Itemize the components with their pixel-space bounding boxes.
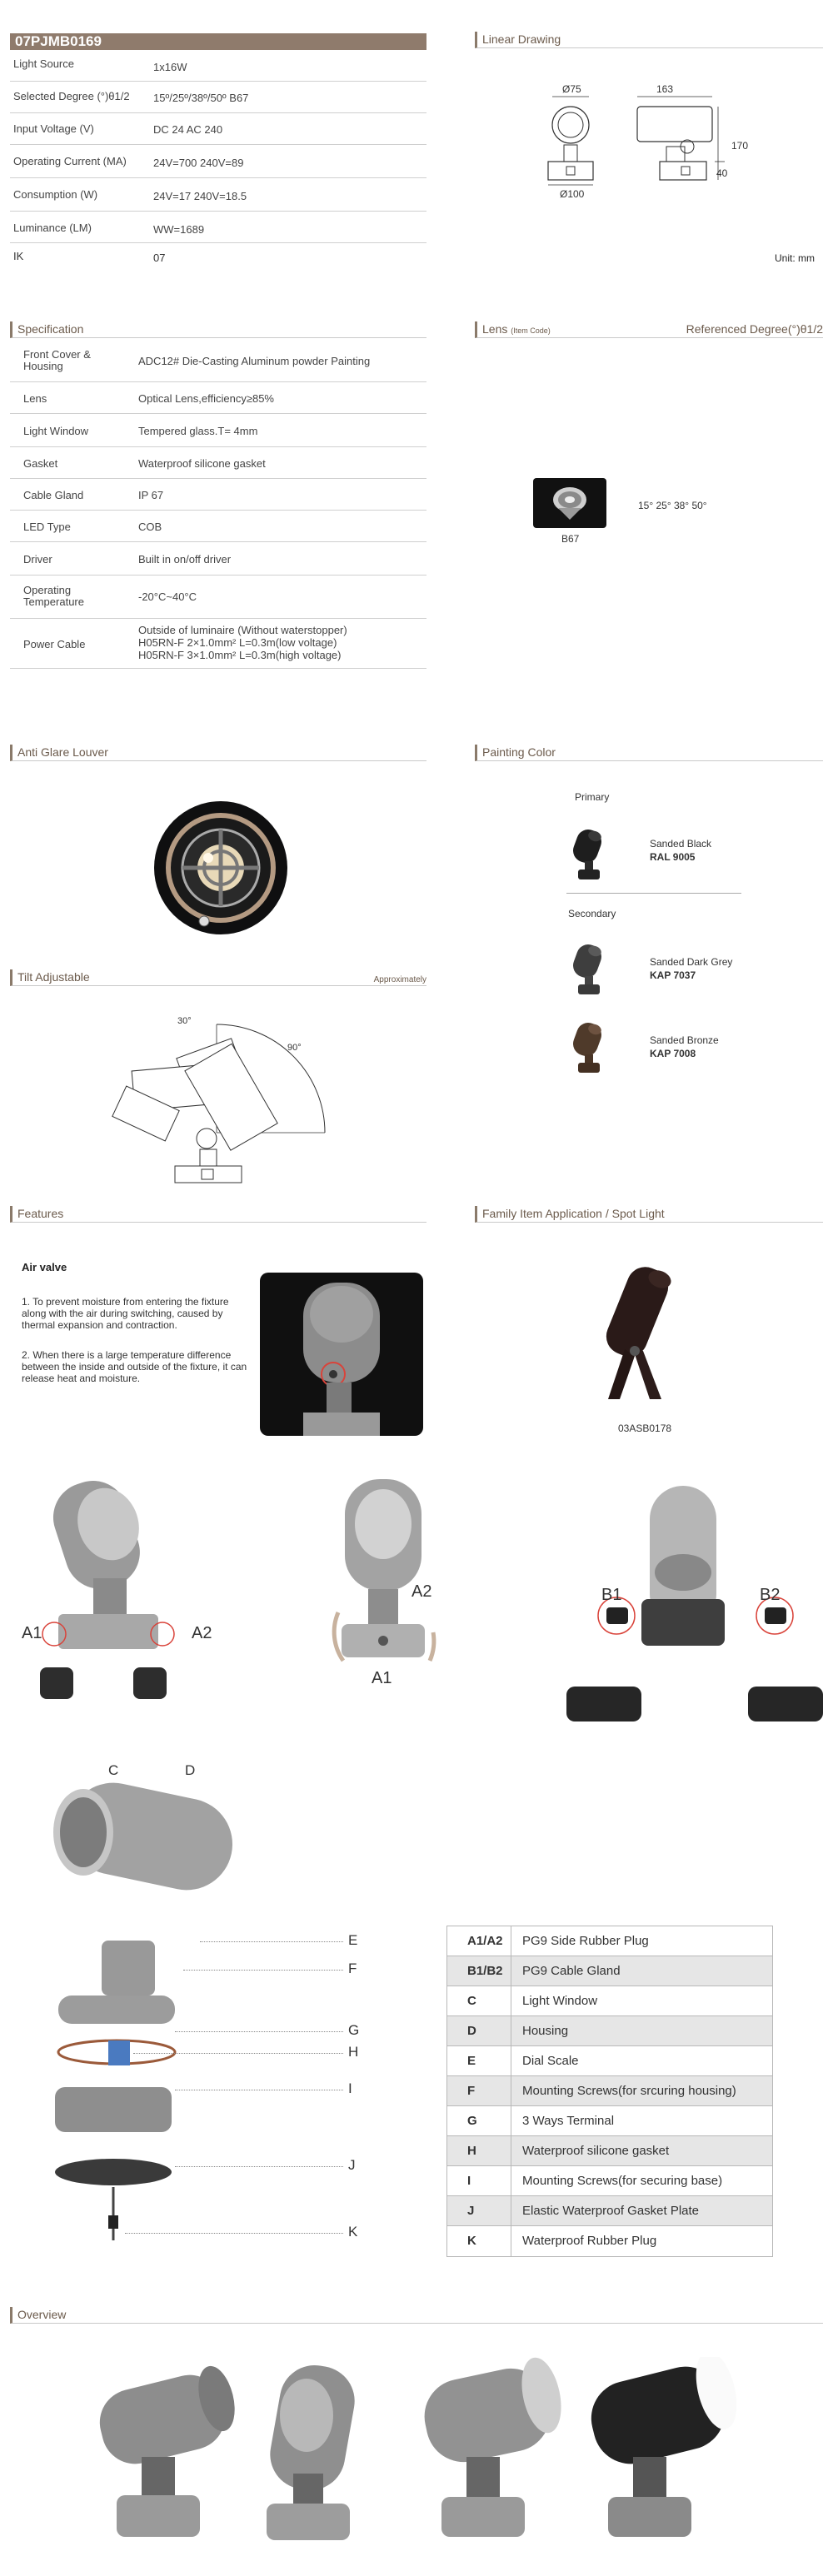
parts-key: E (467, 2054, 476, 2068)
anti-glare-heading (10, 745, 426, 761)
parts-name: Mounting Screws(for srcuring housing) (522, 2084, 736, 2098)
lens-code: B67 (561, 533, 580, 545)
parts-key: A1/A2 (467, 1934, 503, 1948)
anti-glare-title: Anti Glare Louver (17, 745, 108, 759)
product-code: 07PJMB0169 (10, 33, 426, 50)
spec-value: ADC12# Die-Casting Aluminum powder Painting (138, 355, 371, 367)
callout-h: H (348, 2044, 359, 2060)
painting-divider (566, 893, 741, 894)
family-title: Family Item Application / Spot Light (482, 1207, 665, 1220)
rotation-illustration (308, 1474, 458, 1691)
spec-value: IP 67 (138, 489, 164, 501)
spec-row (10, 212, 426, 243)
callout-g: G (348, 2022, 360, 2038)
air-valve-image (260, 1273, 423, 1436)
lens-heading (475, 321, 823, 338)
spec-value: 24V=17 240V=18.5 (153, 190, 247, 202)
painting-swatch (565, 1018, 615, 1076)
family-heading (475, 1206, 823, 1223)
tilt-title: Tilt Adjustable (17, 970, 90, 984)
leader-j (175, 2166, 343, 2167)
spec-label: Light Window (23, 425, 89, 437)
label-a1: A1 (22, 1624, 42, 1642)
parts-name: PG9 Side Rubber Plug (522, 1934, 649, 1948)
overview-view-2 (265, 2359, 361, 2540)
dim-d100: Ø100 (560, 188, 585, 200)
spec-row (10, 479, 426, 511)
spec-label: LED Type (23, 521, 71, 533)
spec-label: Light Source (13, 57, 74, 70)
callout-c: C (108, 1762, 119, 1778)
leader-g (175, 2031, 343, 2032)
spec-label: Operating Temperature (23, 584, 84, 608)
side-plug-illustration (25, 1474, 208, 1716)
parts-key: G (467, 2114, 477, 2128)
leader-k (125, 2233, 343, 2234)
callout-d: D (185, 1762, 196, 1778)
spec-value-line: Outside of luminaire (Without waterstopper) (138, 624, 347, 636)
spec-label: Gasket (23, 457, 58, 470)
features-title: Features (17, 1207, 64, 1220)
linear-drawing-title: Linear Drawing (482, 32, 561, 46)
fixture-bronze-icon (565, 1018, 615, 1076)
spec-label: Selected Degree (°)θ1/2 (13, 90, 130, 102)
label-b1: B1 (601, 1586, 622, 1604)
fixture-black-icon (565, 825, 615, 883)
parts-row (447, 1986, 772, 2016)
fixture-grey-icon (565, 939, 615, 998)
label-a2-rot: A2 (412, 1582, 432, 1601)
spec-label: Driver (23, 553, 52, 566)
painting-secondary-label: Secondary (568, 908, 616, 919)
label-b2: B2 (760, 1586, 781, 1604)
painting-title: Painting Color (482, 745, 556, 759)
parts-table (446, 1926, 773, 2257)
lens-title: Lens (482, 322, 508, 336)
parts-name: Light Window (522, 1994, 598, 2008)
parts-name: 3 Ways Terminal (522, 2114, 615, 2128)
spec-value: Tempered glass.T= 4mm (138, 425, 258, 437)
callout-e: E (348, 1932, 358, 1948)
label-a1-rot: A1 (372, 1669, 392, 1687)
spec-value: 1x16W (153, 61, 187, 73)
specification-heading (10, 321, 426, 338)
spec-row (10, 542, 426, 575)
parts-key: F (467, 2084, 476, 2098)
spec-row (10, 447, 426, 479)
lens-degrees: 15° 25° 38° 50° (638, 500, 707, 511)
spec-value: WW=1689 (153, 223, 205, 236)
spec-label: Consumption (W) (13, 188, 98, 201)
parts-name: Waterproof silicone gasket (522, 2144, 670, 2158)
specification-table (10, 341, 426, 680)
dim-w163: 163 (656, 83, 674, 95)
parts-name: Mounting Screws(for securing base) (522, 2174, 723, 2188)
spec-label: Operating Current (MA) (13, 155, 127, 167)
spec-label: Power Cable (23, 638, 86, 650)
callout-f: F (348, 1961, 357, 1976)
lens-ref-degree: Referenced Degree(°)θ1/2 (686, 322, 823, 336)
spec-value: Waterproof silicone gasket (138, 457, 266, 470)
parts-row (447, 2136, 772, 2166)
parts-name: Waterproof Rubber Plug (522, 2234, 657, 2248)
spec-value: 07 (153, 252, 166, 264)
overview-view-1 (92, 2362, 241, 2537)
parts-key: I (467, 2174, 471, 2188)
painting-color-code: KAP 7037 (650, 969, 696, 981)
painting-color-name: Sanded Black (650, 838, 712, 850)
overview-images (92, 2357, 750, 2549)
leader-e (200, 1941, 343, 1942)
tilt-angle-90: 90° (287, 1043, 302, 1053)
painting-color-name: Sanded Bronze (650, 1034, 719, 1046)
spec-value: -20°C~40°C (138, 590, 197, 603)
tilt-angle-30: 30° (177, 1016, 192, 1026)
spec-row (10, 113, 426, 145)
spec-row (10, 52, 426, 82)
spec-label: Luminance (LM) (13, 222, 92, 234)
spec-label: Cable Gland (23, 489, 84, 501)
painting-color-code: RAL 9005 (650, 851, 696, 863)
spec-value: 24V=700 240V=89 (153, 157, 244, 169)
dim-d75: Ø75 (562, 83, 581, 95)
painting-primary-label: Primary (575, 791, 610, 803)
parts-key: D (467, 2024, 476, 2038)
overview-view-3 (417, 2357, 567, 2537)
parts-row (447, 1926, 772, 1956)
cable-gland-illustration (566, 1482, 825, 1732)
overview-view-4 (583, 2357, 744, 2537)
dim-h40: 40 (716, 167, 728, 179)
spec-label: IK (13, 250, 24, 262)
parts-row (447, 2166, 772, 2196)
parts-key: B1/B2 (467, 1964, 503, 1978)
leader-f (183, 1970, 343, 1971)
family-item-image (591, 1258, 691, 1408)
spec-label: Input Voltage (V) (13, 122, 94, 135)
parts-row (447, 2106, 772, 2136)
overview-title: Overview (17, 2308, 67, 2321)
painting-color-code: KAP 7008 (650, 1048, 696, 1059)
callout-k: K (348, 2224, 358, 2240)
spec-value: 15º/25º/38º/50º B67 (153, 92, 249, 104)
tilt-drawing (100, 1018, 342, 1184)
parts-name: Elastic Waterproof Gasket Plate (522, 2204, 700, 2218)
tilt-heading (10, 969, 426, 986)
dim-h170: 170 (731, 140, 749, 152)
specification-title: Specification (17, 322, 84, 336)
parts-row (447, 2196, 772, 2226)
spec-value: Built in on/off driver (138, 553, 232, 566)
spec-value-line: H05RN-F 3×1.0mm² L=0.3m(high voltage) (138, 649, 342, 661)
spec-value: COB (138, 521, 162, 533)
lens-title-small: (Item Code) (511, 326, 551, 335)
tilt-note: Approximately (373, 975, 426, 984)
spec-row (10, 575, 426, 619)
label-a2: A2 (192, 1624, 212, 1642)
parts-key: C (467, 1994, 476, 2008)
parts-row (447, 2076, 772, 2106)
painting-swatch (565, 825, 615, 883)
spec-value: Optical Lens,efficiency≥85% (138, 392, 274, 405)
spec-label: Lens (23, 392, 47, 405)
parts-row (447, 1956, 772, 1986)
parts-row (447, 2016, 772, 2046)
spec-row (10, 178, 426, 212)
linear-drawing-heading (475, 32, 823, 48)
spec-row (10, 619, 426, 669)
unit-note: Unit: mm (775, 252, 815, 264)
lens-icon (533, 478, 606, 528)
parts-name: Housing (522, 2024, 569, 2038)
features-paragraph-2: 2. When there is a large temperature difference between the inside and outside of the fixture, it can release heat and moisture. (22, 1349, 247, 1384)
lens-image (533, 478, 606, 528)
spec-row (10, 82, 426, 113)
spec-value: DC 24 AC 240 (153, 123, 223, 136)
spec-row (10, 145, 426, 178)
spec-value-line: H05RN-F 2×1.0mm² L=0.3m(low voltage) (138, 636, 337, 649)
parts-key: K (467, 2234, 476, 2248)
exploded-view (50, 1774, 233, 2249)
features-air-valve-heading: Air valve (22, 1261, 67, 1273)
painting-color-name: Sanded Dark Grey (650, 956, 733, 968)
spec-row (10, 341, 426, 382)
spec-row (10, 414, 426, 447)
painting-swatch (565, 939, 615, 998)
parts-row (447, 2226, 772, 2256)
features-paragraph-1: 1. To prevent moisture from entering the fixture along with the air during switching, caused by thermal expansion and contraction. (22, 1296, 229, 1331)
parts-name: PG9 Cable Gland (522, 1964, 621, 1978)
parts-key: H (467, 2144, 476, 2158)
leader-h (133, 2053, 343, 2054)
spec-top-table (10, 52, 426, 264)
overview-heading (10, 2307, 823, 2324)
spec-row (10, 511, 426, 542)
parts-row (447, 2046, 772, 2076)
parts-key: J (467, 2204, 475, 2218)
painting-heading (475, 745, 823, 761)
spec-value (138, 624, 347, 661)
spec-row (10, 382, 426, 414)
features-heading (10, 1206, 426, 1223)
spec-row-ik (10, 243, 426, 264)
parts-name: Dial Scale (522, 2054, 579, 2068)
anti-glare-image (150, 800, 292, 937)
spec-label: Front Cover & Housing (23, 348, 91, 372)
family-item-code: 03ASB0178 (618, 1423, 672, 1434)
callout-i: I (348, 2080, 352, 2096)
callout-j: J (348, 2157, 356, 2173)
